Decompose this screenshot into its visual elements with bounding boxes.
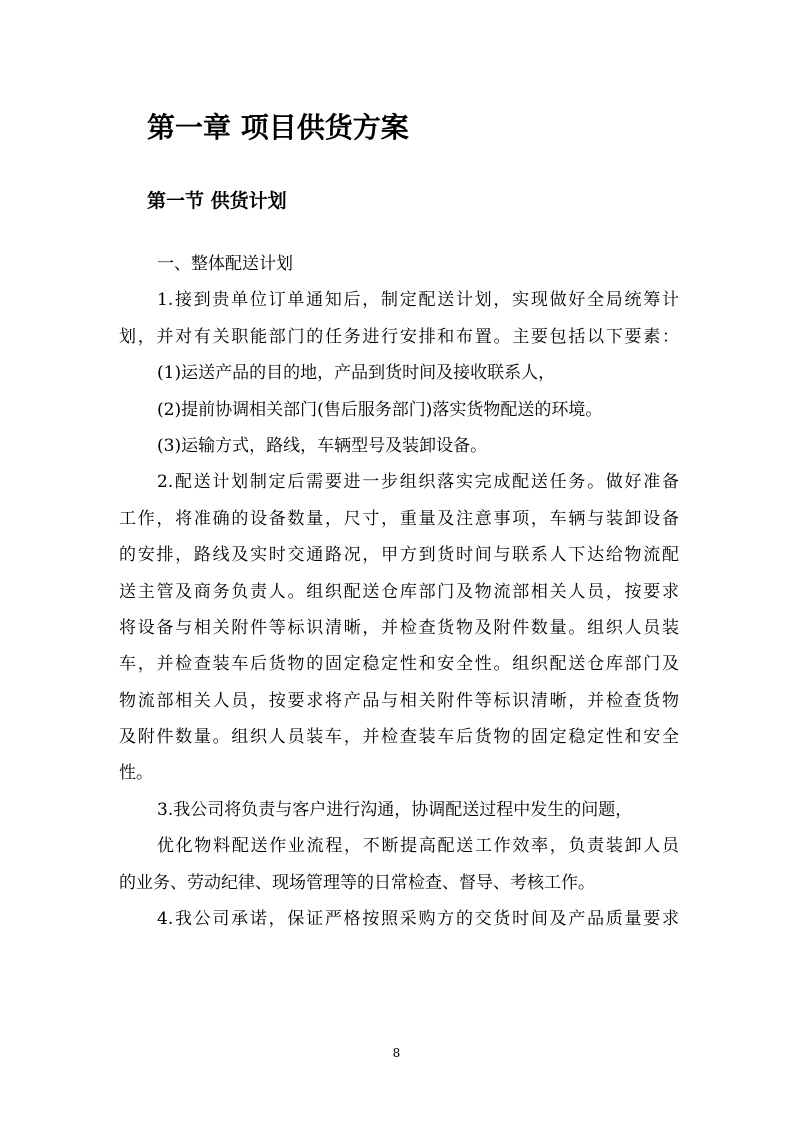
section-title: 第一节 供货计划	[147, 190, 287, 212]
text-line: 划，并对有关职能部门的任务进行安排和布置。主要包括以下要素：	[119, 326, 679, 347]
text-line: 的业务、劳动纪律、现场管理等的日常检查、督导、考核工作。	[119, 872, 595, 893]
list-item: (1)运送产品的目的地，产品到货时间及接收联系人，	[157, 363, 556, 384]
text-line: 工作，将准确的设备数量，尺寸，重量及注意事项，车辆与装卸设备	[119, 508, 679, 529]
text-line: 及附件数量。组织人员装车，并检查装车后货物的固定稳定性和安全	[119, 727, 679, 748]
list-item: (3)运输方式，路线，车辆型号及装卸设备。	[157, 435, 488, 456]
body-text	[119, 246, 679, 937]
text-line: 将设备与相关附件等标识清晰，并检查货物及附件数量。组织人员装	[119, 617, 679, 638]
page-number: 8	[392, 1046, 401, 1060]
list-item: (2)提前协调相关部门(售后服务部门)落实货物配送的环境。	[157, 399, 603, 420]
text-line: 物流部相关人员，按要求将产品与相关附件等标识清晰，并检查货物	[119, 690, 679, 711]
text-line: 3.我公司将负责与客户进行沟通，协调配送过程中发生的问题，	[157, 799, 633, 820]
text-line: 送主管及商务负责人。组织配送仓库部门及物流部相关人员，按要求	[119, 581, 679, 602]
text-line: 的安排，路线及实时交通路况，甲方到货时间与联系人下达给物流配	[119, 545, 679, 566]
text-line: 2.配送计划制定后需要进一步组织落实完成配送任务。做好准备	[157, 472, 679, 493]
text-line: 优化物料配送作业流程，不断提高配送工作效率，负责装卸人员	[157, 836, 679, 857]
text-line: 性。	[119, 763, 153, 784]
text-line: 4.我公司承诺，保证严格按照采购方的交货时间及产品质量要求	[157, 909, 679, 930]
chapter-title: 第一章 项目供货方案	[147, 111, 409, 144]
text-line: 车，并检查装车后货物的固定稳定性和安全性。组织配送仓库部门及	[119, 654, 679, 675]
text-line: 1.接到贵单位订单通知后，制定配送计划，实现做好全局统筹计	[157, 290, 679, 311]
subsection-heading: 一、整体配送计划	[157, 254, 293, 274]
